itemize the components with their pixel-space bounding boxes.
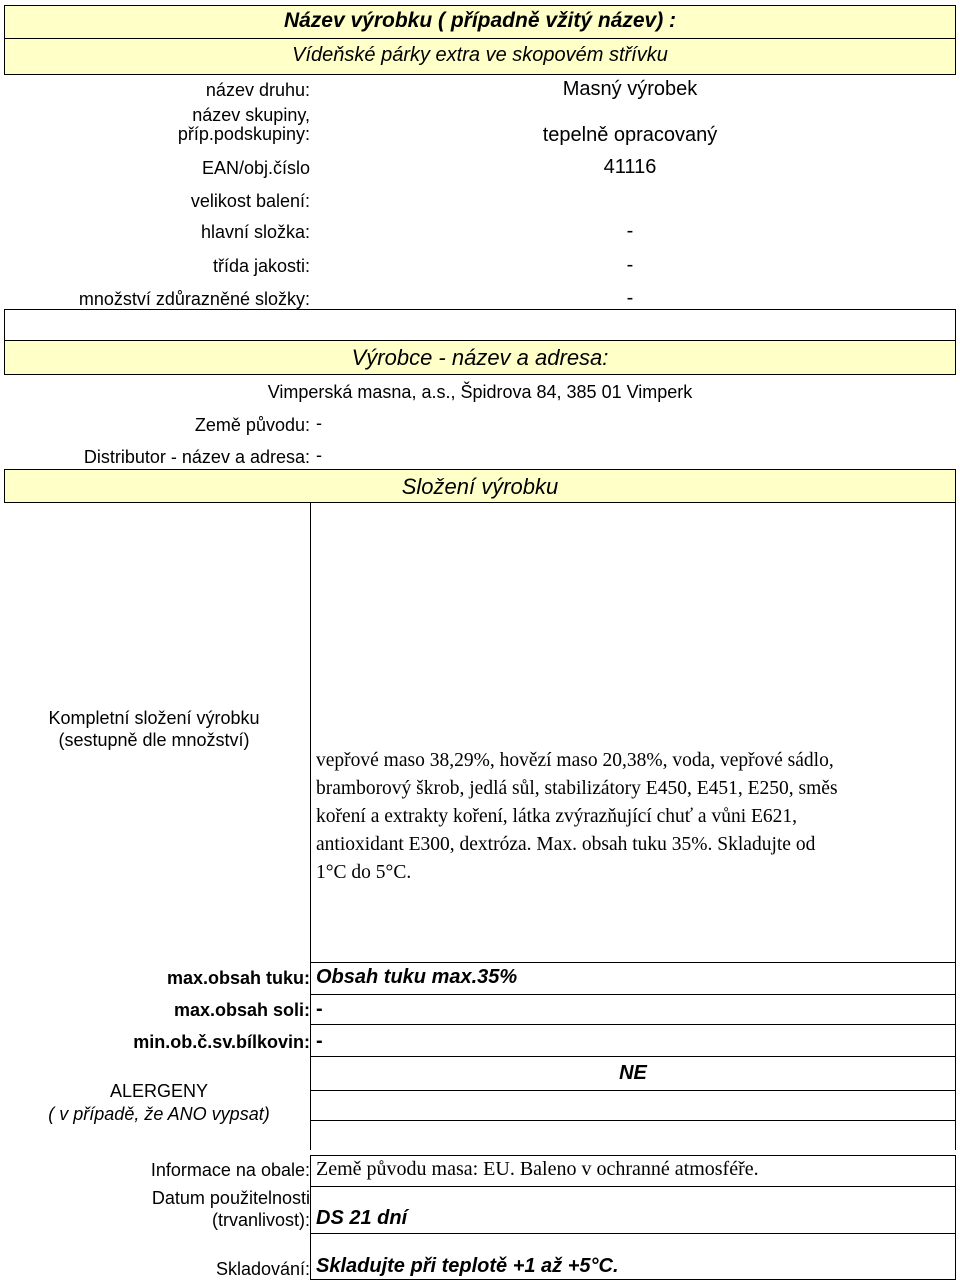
allergens-label-line2: ( v případě, že ANO vypsat) <box>48 1104 270 1124</box>
composition-text <box>316 747 946 887</box>
composition-title: Složení výrobku <box>401 474 559 499</box>
salt-label: max.obsah soli: <box>173 1000 310 1020</box>
ean-label: EAN/obj.číslo <box>201 158 310 178</box>
producer-title: Výrobce - název a adresa: <box>351 345 609 370</box>
expiry-label-line1: Datum použitelnosti <box>151 1188 310 1208</box>
quality-class-value: - <box>626 254 634 276</box>
quality-class-label: třída jakosti: <box>212 256 310 276</box>
emphasized-component-value: - <box>626 287 634 309</box>
salt-value: - <box>316 998 323 1020</box>
distributor-value: - <box>316 445 322 465</box>
fat-label: max.obsah tuku: <box>166 968 310 988</box>
expiry-label-line2: (trvanlivost): <box>211 1210 310 1230</box>
page-title: Název výrobku ( případně vžitý název) : <box>283 9 677 32</box>
storage-value: Skladujte při teplotě +1 až +5°C. <box>316 1255 619 1277</box>
expiry-value: DS 21 dní <box>316 1207 408 1229</box>
composition-line: bramborový škrob, jedlá sůl, stabilizátory E450, E451, E250, směs <box>316 778 838 799</box>
protein-label: min.ob.č.sv.bílkovin: <box>133 1032 310 1052</box>
ean-value: 41116 <box>603 156 657 178</box>
composition-line: vepřové maso 38,29%, hovězí maso 20,38%, voda, vepřové sádlo, <box>316 750 834 771</box>
producer-address: Vimperská masna, a.s., Špidrova 84, 385 01 Vimperk <box>267 382 693 402</box>
origin-label: Země původu: <box>194 415 310 435</box>
type-value: Masný výrobek <box>562 78 698 100</box>
type-label: název druhu: <box>205 80 310 100</box>
composition-label-line2: (sestupně dle množství) <box>58 730 250 750</box>
info-label: Informace na obale: <box>150 1160 310 1180</box>
protein-value: - <box>316 1030 323 1052</box>
distributor-label: Distributor - název a adresa: <box>83 447 310 467</box>
product-name: Vídeňské párky extra ve skopovém střívku <box>292 44 668 66</box>
group-label-line1: název skupiny, <box>192 105 310 125</box>
composition-line: 1°C do 5°C. <box>316 862 412 883</box>
package-size-label: velikost balení: <box>190 191 310 211</box>
origin-value: - <box>316 413 322 433</box>
info-value: Země původu masa: EU. Baleno v ochranné atmosféře. <box>316 1158 759 1180</box>
allergens-label-line1: ALERGENY <box>109 1081 209 1101</box>
storage-label: Skladování: <box>215 1259 310 1279</box>
group-value: tepelně opracovaný <box>542 124 718 146</box>
emphasized-component-label: množství zdůrazněné složky: <box>78 289 310 309</box>
group-label-line2: příp.podskupiny: <box>177 124 310 144</box>
composition-line: koření a extrakty koření, látka zvýrazňující chuť a vůni E621, <box>316 806 798 827</box>
allergens-value: NE <box>619 1062 647 1084</box>
fat-value: Obsah tuku max.35% <box>316 966 518 988</box>
composition-label-line1: Kompletní složení výrobku <box>48 708 260 728</box>
main-component-value: - <box>626 220 634 242</box>
composition-line: antioxidant E300, dextróza. Max. obsah tuku 35%. Skladujte od <box>316 834 816 855</box>
main-component-label: hlavní složka: <box>200 222 310 242</box>
